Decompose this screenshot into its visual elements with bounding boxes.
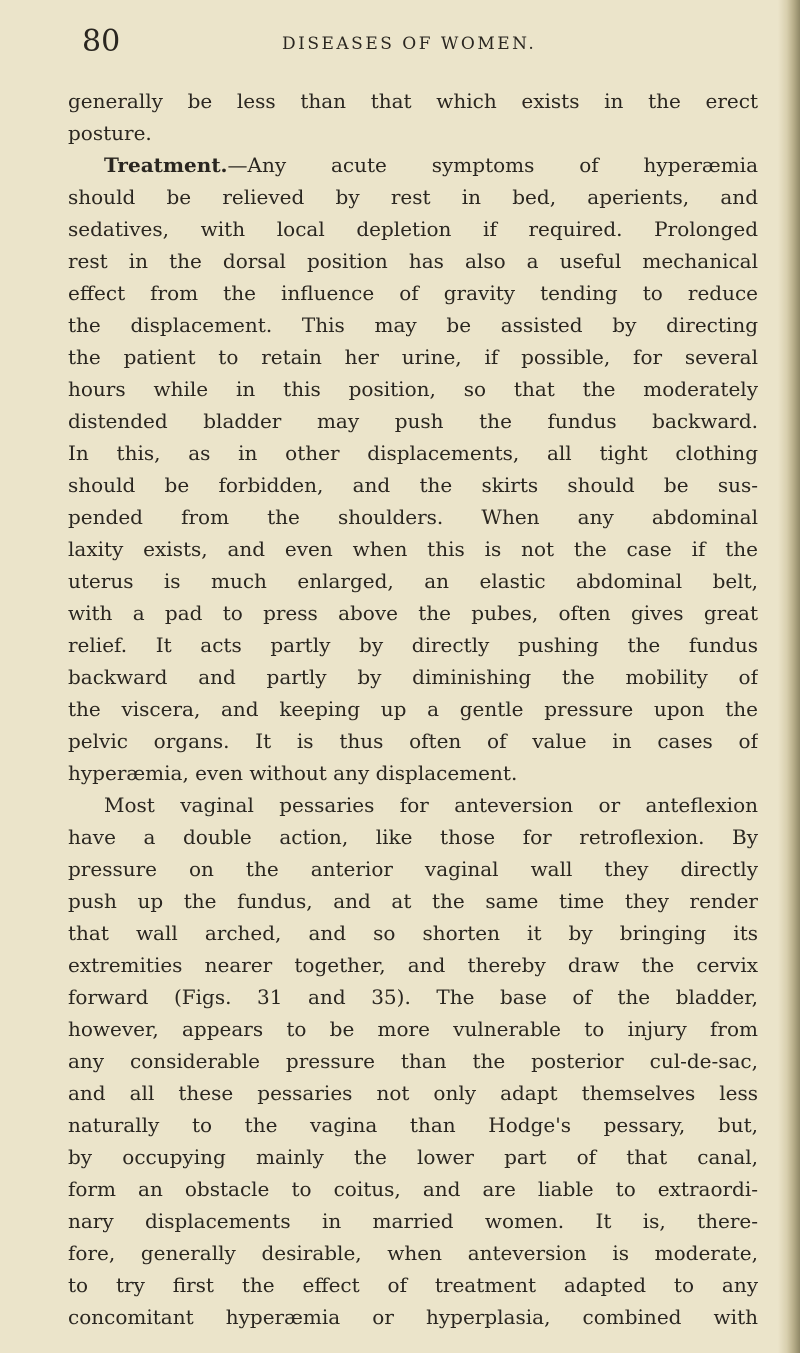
text-line xyxy=(68,469,758,501)
text-line xyxy=(68,85,758,117)
line-text: sedatives, with local depletion if required. Prolonged xyxy=(68,217,758,241)
text-line xyxy=(68,1269,758,1301)
text-line xyxy=(68,437,758,469)
text-line xyxy=(68,1045,758,1077)
text-line xyxy=(68,725,758,757)
page-header xyxy=(82,24,742,64)
line-text: hours while in this position, so that the moderately xyxy=(68,377,758,401)
line-text: relief. It acts partly by directly pushing the fundus xyxy=(68,633,758,657)
line-text: the displacement. This may be assisted by directing xyxy=(68,313,758,337)
page-number: 80 xyxy=(82,24,121,59)
text-line xyxy=(68,405,758,437)
line-text: pended from the shoulders. When any abdominal xyxy=(68,505,758,529)
line-text: by occupying mainly the lower part of that canal, xyxy=(68,1145,758,1169)
line-text: form an obstacle to coitus, and are liable to extraordi- xyxy=(68,1177,758,1201)
text-line xyxy=(68,757,758,789)
line-text: effect from the influence of gravity tending to reduce xyxy=(68,281,758,305)
line-text: to try first the effect of treatment adapted to any xyxy=(68,1273,758,1297)
running-head: DISEASES OF WOMEN. xyxy=(282,34,537,54)
text-line xyxy=(68,181,758,213)
line-text: uterus is much enlarged, an elastic abdominal belt, xyxy=(68,569,758,593)
line-text: pelvic organs. It is thus often of value in cases of xyxy=(68,729,758,753)
line-text: any considerable pressure than the posterior cul-de-sac, xyxy=(68,1049,758,1073)
text-line xyxy=(68,629,758,661)
line-text: Most vaginal pessaries for anteversion or anteflexion xyxy=(104,793,758,817)
text-line xyxy=(68,501,758,533)
line-text: that wall arched, and so shorten it by bringing its xyxy=(68,921,758,945)
text-line xyxy=(68,949,758,981)
line-text: posture. xyxy=(68,121,152,145)
text-line xyxy=(68,1301,758,1333)
text-line xyxy=(68,1141,758,1173)
text-line xyxy=(68,117,758,149)
text-line xyxy=(68,597,758,629)
text-line xyxy=(68,373,758,405)
text-line xyxy=(68,1173,758,1205)
line-text: should be forbidden, and the skirts should be sus- xyxy=(68,473,758,497)
line-text: hyperæmia, even without any displacement. xyxy=(68,761,518,785)
text-line xyxy=(68,245,758,277)
text-line xyxy=(68,917,758,949)
line-text: generally be less than that which exists in the erect xyxy=(68,89,758,113)
text-line xyxy=(68,1013,758,1045)
text-line xyxy=(68,853,758,885)
text-line xyxy=(68,981,758,1013)
line-text: however, appears to be more vulnerable to injury from xyxy=(68,1017,758,1041)
text-line xyxy=(68,1237,758,1269)
text-line xyxy=(68,213,758,245)
section-heading: Treatment. xyxy=(104,153,228,177)
line-text: forward (Figs. 31 and 35). The base of the bladder, xyxy=(68,985,758,1009)
text-line xyxy=(68,821,758,853)
line-text: should be relieved by rest in bed, aperients, and xyxy=(68,185,758,209)
text-line xyxy=(68,277,758,309)
line-text: backward and partly by diminishing the mobility of xyxy=(68,665,758,689)
text-line xyxy=(68,565,758,597)
text-line xyxy=(68,149,758,181)
text-line xyxy=(68,693,758,725)
line-text: the viscera, and keeping up a gentle pressure upon the xyxy=(68,697,758,721)
line-text: extremities nearer together, and thereby draw the cervix xyxy=(68,953,758,977)
line-text: pressure on the anterior vaginal wall they directly xyxy=(68,857,758,881)
text-line xyxy=(68,1205,758,1237)
line-text: In this, as in other displacements, all tight clothing xyxy=(68,441,758,465)
line-text: fore, generally desirable, when anteversion is moderate, xyxy=(68,1241,758,1265)
text-line xyxy=(68,885,758,917)
line-text: the patient to retain her urine, if possible, for several xyxy=(68,345,758,369)
line-text: concomitant hyperæmia or hyperplasia, combined with xyxy=(68,1305,758,1329)
text-line xyxy=(68,1109,758,1141)
line-text: nary displacements in married women. It is, there- xyxy=(68,1209,758,1233)
page-edge-shadow xyxy=(778,0,800,1353)
line-text: naturally to the vagina than Hodge's pessary, but, xyxy=(68,1113,758,1137)
line-text: rest in the dorsal position has also a useful mechanical xyxy=(68,249,758,273)
body-text xyxy=(68,85,758,1333)
line-text: with a pad to press above the pubes, often gives great xyxy=(68,601,758,625)
line-text: and all these pessaries not only adapt themselves less xyxy=(68,1081,758,1105)
text-line xyxy=(68,309,758,341)
line-text: —Any acute symptoms of hyperæmia xyxy=(227,153,758,177)
text-line xyxy=(68,789,758,821)
text-line xyxy=(68,533,758,565)
text-line xyxy=(68,1077,758,1109)
line-text: distended bladder may push the fundus backward. xyxy=(68,409,758,433)
text-line xyxy=(68,661,758,693)
line-text: push up the fundus, and at the same time they render xyxy=(68,889,758,913)
line-text: have a double action, like those for retroflexion. By xyxy=(68,825,758,849)
line-text: laxity exists, and even when this is not the case if the xyxy=(68,537,758,561)
text-line xyxy=(68,341,758,373)
